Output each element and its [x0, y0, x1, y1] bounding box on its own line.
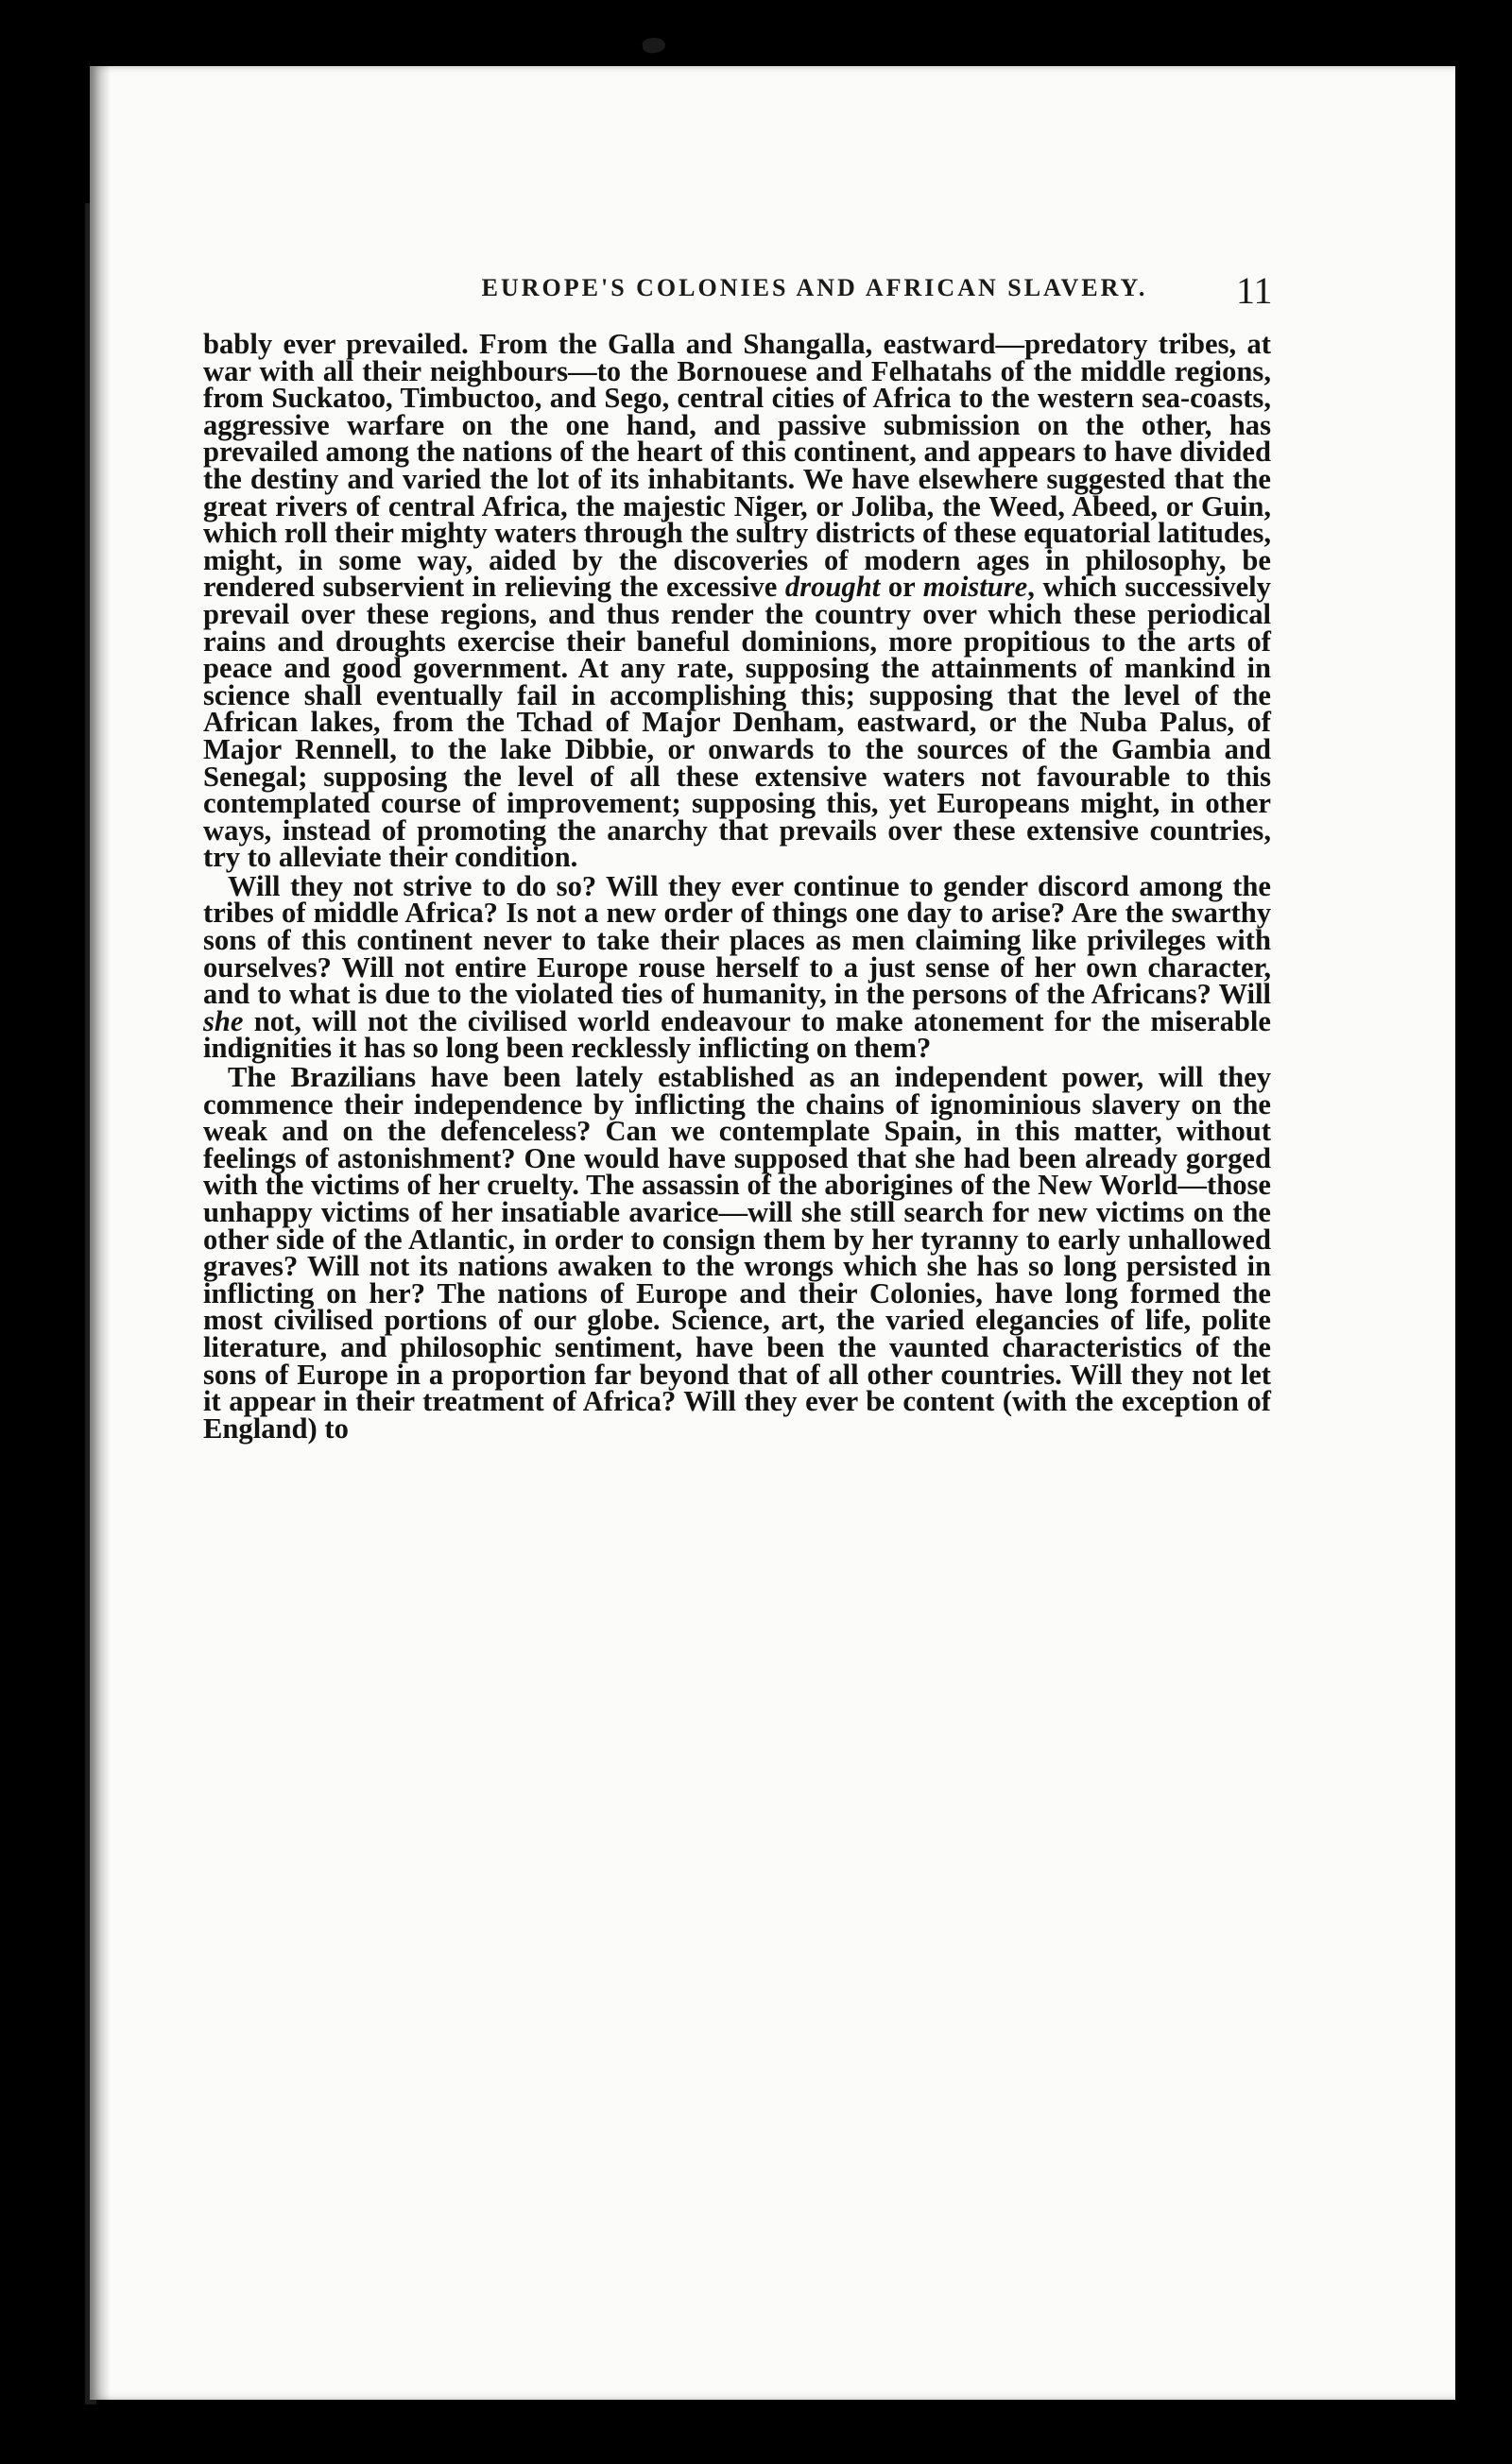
text-run: or [880, 571, 923, 604]
paragraph [203, 328, 1271, 874]
paragraph [203, 869, 1271, 1065]
text-run: bably ever prevailed. From the Galla and Shangalla, eastward—predatory tribes, at war with all their neighbours—to the Bornouese and Felhatahs of the middle regions, from Suckatoo, Timbuctoo, and Sego, central cities of Africa to the western sea-coasts, aggressive warfare on the one hand, and passive submission on the other, has prevailed among the nations of the heart of this continent, and appears to have divided the destiny and varied the lot of its inhabitants. We have elsewhere suggested that the great rivers of central Africa, the majestic Niger, or Joliba, the Weed, Abeed, or Guin, which roll their mighty waters through the sultry districts of these equatorial latitudes, might, in some way, aided by the discoveries of modern ages in philosophy, be rendered subservient in relieving the excessive [203, 328, 1271, 604]
paragraph [203, 1061, 1271, 1445]
text-run: The Brazilians have been lately established as an independent power, will they commence their independence by inflicting the chains of ignominious slavery on the weak and on the defenceless? Can we contemplate Spain, in this matter, without feelings of astonishment? One would have supposed that she had been already gorged with the victims of her cruelty. The assassin of the aborigines of the New World—those unhappy victims of her insatiable avarice—will she still search for new victims on the other side of the Atlantic, in order to consign them by her tyranny to early unhallowed graves? Will not its nations awaken to the wrongs which she has so long persisted in inflicting on her? The nations of Europe and their Colonies, have long formed the most civilised portions of our globe. Science, art, the varied elegancies of life, polite literature, and philosophic sentiment, have been the vaunted characteristics of the sons of Europe in a proportion far beyond that of all other countries. Will they not let it appear in their treatment of Africa? Will they ever be content (with the exception of England) to [203, 1061, 1271, 1445]
italic-text: moisture [922, 571, 1028, 604]
running-head: EUROPE'S COLONIES AND AFRICAN SLAVERY. [481, 274, 1148, 301]
body-text [203, 328, 1271, 2239]
page-number: 11 [1236, 269, 1273, 312]
text-run: Will they not strive to do so? Will they ever continue to gender discord among the tribes of middle Africa? Is not a new order of things one day to arise? Are the swarthy sons of this continent never to take their places as men claiming like privileges with ourselves? Will not entire Europe rouse herself to a just sense of her own character, and to what is due to the violated ties of humanity, in the persons of the Africans? Will [203, 869, 1271, 1011]
italic-text: she [203, 1004, 244, 1037]
text-run: not, will not the civilised world endeavour to make atonement for the miserable indignities it has so long been recklessly inflicting on them? [203, 1004, 1271, 1065]
text-run: , which successively prevail over these regions, and thus render the country over which these periodical rains and droughts exercise their baneful dominions, more propitious to the arts of peace and good government. At any rate, supposing the attainments of mankind in science shall eventually fail in accomplishing this; supposing that the level of the African lakes, from the Tchad of Major Denham, eastward, or the Nuba Palus, of Major Rennell, to the lake Dibbie, or onwards to the sources of the Gambia and Senegal; supposing the level of all these extensive waters not favourable to this contemplated course of improvement; supposing this, yet Europeans might, in other ways, instead of promoting the anarchy that prevails over these extensive countries, try to alleviate their condition. [203, 571, 1271, 874]
italic-text: drought [784, 571, 881, 604]
